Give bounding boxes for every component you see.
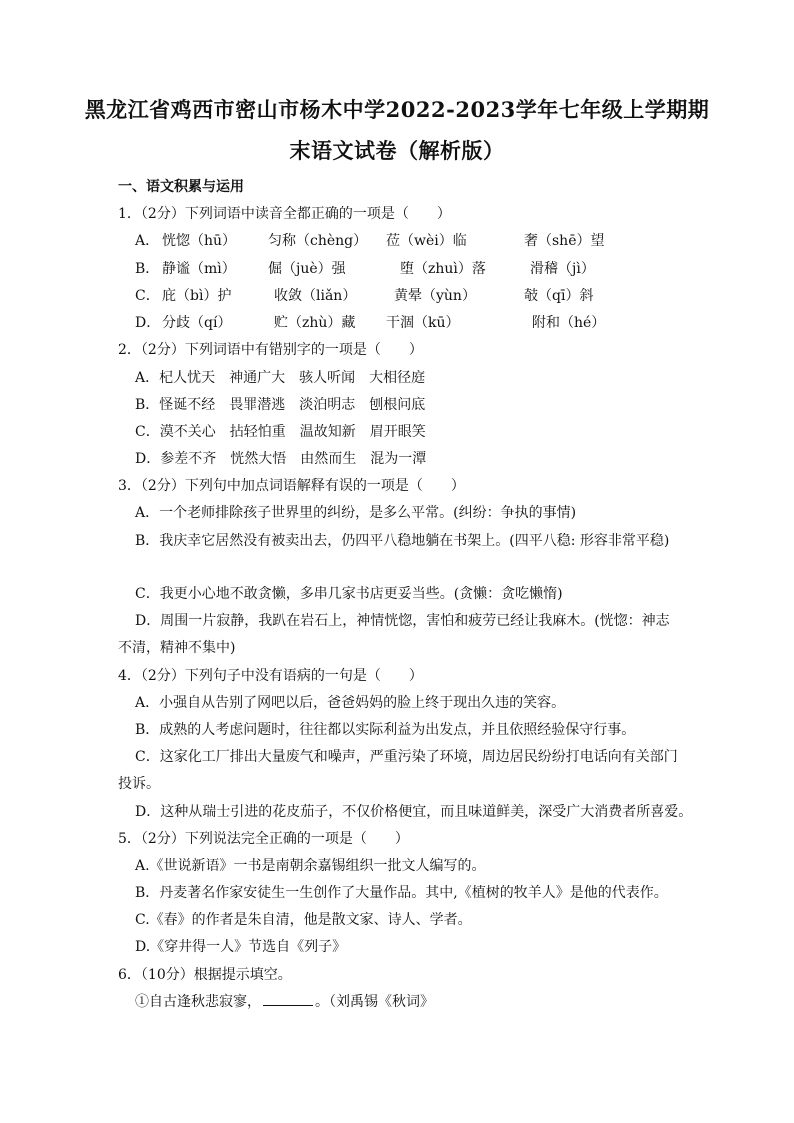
q1-option-c-label: C． — [135, 288, 160, 304]
q6-item-1-prefix: ①自古逢秋悲寂寥， — [135, 994, 261, 1010]
q5-option-d: D.《穿井得一人》节选自《列子》 — [135, 939, 347, 955]
q3-option-d-line-2: 不清，精神不集中) — [118, 640, 236, 656]
q1-option-b-word-2: 倔（juè）强 — [268, 261, 346, 277]
q1-option-d-word-2: 贮（zhù）藏 — [274, 315, 356, 331]
q1-option-b-label: B． — [135, 261, 160, 277]
question-3-stem: 3．（2分）下列句中加点词语解释有误的一项是（ ） — [118, 478, 465, 494]
q1-option-d-word-1: 分歧（qí） — [162, 315, 232, 331]
q6-item-1-blank[interactable] — [263, 993, 313, 1006]
q1-option-a-word-4: 奢（shē）望 — [524, 233, 605, 249]
q2-option-d: D．参差不齐 恍然大悟 由然而生 混为一潭 — [135, 451, 427, 467]
q2-option-b: B．怪诞不经 畏罪潜逃 淡泊明志 刨根问底 — [135, 397, 426, 413]
q4-option-a: A．小强自从告别了网吧以后，爸爸妈妈的脸上终于现出久违的笑容。 — [135, 695, 566, 711]
q1-option-c-word-3: 黄晕（yùn） — [394, 288, 476, 304]
q1-option-b-word-3: 堕（zhuì）落 — [400, 261, 486, 277]
q1-option-a-word-3: 莅（wèi）临 — [386, 233, 467, 249]
q1-option-c-word-2: 收敛（liǎn） — [274, 288, 357, 304]
question-6-stem: 6．（10分）根据提示填空。 — [118, 967, 292, 983]
question-2-stem: 2．（2分）下列词语中有错别字的一项是（ ） — [118, 342, 423, 358]
q1-option-b-word-1: 静谧（mì） — [162, 261, 236, 277]
q3-option-c: C．我更小心地不敢贪懒，多串几家书店更妥当些。(贪懒：贪吃懒惰) — [135, 586, 563, 602]
q2-option-c: C．漠不关心 拈轻怕重 温故知新 眉开眼笑 — [135, 424, 426, 440]
q5-option-c: C.《春》的作者是朱自清，他是散文家、诗人、学者。 — [135, 912, 472, 928]
question-5-stem: 5．（2分）下列说法完全正确的一项是（ ） — [118, 831, 409, 847]
q4-option-c-line-2: 投诉。 — [118, 776, 160, 792]
question-1-stem: 1．（2分）下列词语中读音全都正确的一项是（ ） — [118, 206, 451, 222]
q6-item-1 — [135, 991, 434, 1011]
q5-option-a: A.《世说新语》一书是南朝余嘉锡组织一批文人编写的。 — [135, 858, 486, 874]
q6-item-1-suffix: 。（刘禹锡《秋词》 — [315, 994, 434, 1010]
q4-option-c-line-1: C．这家化工厂排出大量废气和噪声，严重污染了环境，周边居民纷纷打电话向有关部门 — [135, 749, 678, 765]
q3-option-a: A．一个老师排除孩子世界里的纠纷，是多么平常。(纠纷：争执的事情) — [135, 505, 577, 521]
q2-option-a: A．杞人忧天 神通广大 骇人听闻 大相径庭 — [135, 370, 426, 386]
q3-option-b: B．我庆幸它居然没有被卖出去，仍四平八稳地躺在书架上。(四平八稳: 形容非常平稳) — [135, 533, 670, 549]
q1-option-d-label: D． — [135, 315, 161, 331]
exam-title-line-2: 末语文试卷（解析版） — [289, 138, 505, 163]
exam-title-line-1: 黑龙江省鸡西市密山市杨木中学2022-2023学年七年级上学期期 — [84, 97, 710, 122]
section-heading: 一、语文积累与运用 — [118, 179, 244, 195]
q5-option-b: B．丹麦著名作家安徒生一生创作了大量作品。其中,《植树的牧羊人》是他的代表作。 — [135, 885, 668, 901]
q4-option-b: B．成熟的人考虑问题时，往往都以实际利益为出发点，并且依照经验保守行事。 — [135, 722, 636, 738]
q1-option-c-word-4: 攲（qī）斜 — [524, 288, 594, 304]
question-4-stem: 4．（2分）下列句子中没有语病的一句是（ ） — [118, 668, 423, 684]
q1-option-a-word-1: 恍惚（hū） — [162, 233, 237, 249]
q3-option-d-line-1: D．周围一片寂静，我趴在岩石上，神情恍惚，害怕和疲劳已经让我麻木。(恍惚：神志 — [135, 613, 670, 629]
q1-option-b-word-4: 滑稽（jì） — [530, 261, 595, 277]
q1-option-d-word-4: 附和（hé） — [532, 315, 606, 331]
q1-option-c-word-1: 庇（bì）护 — [162, 288, 232, 304]
q4-option-d: D．这种从瑞士引进的花皮茄子，不仅价格便宜，而且味道鲜美，深受广大消费者所喜爱。 — [135, 804, 693, 820]
q1-option-d-word-3: 干涸（kū） — [386, 315, 460, 331]
q1-option-a-word-2: 匀称（chèng） — [268, 233, 368, 249]
q1-option-a-label: A． — [135, 233, 160, 249]
